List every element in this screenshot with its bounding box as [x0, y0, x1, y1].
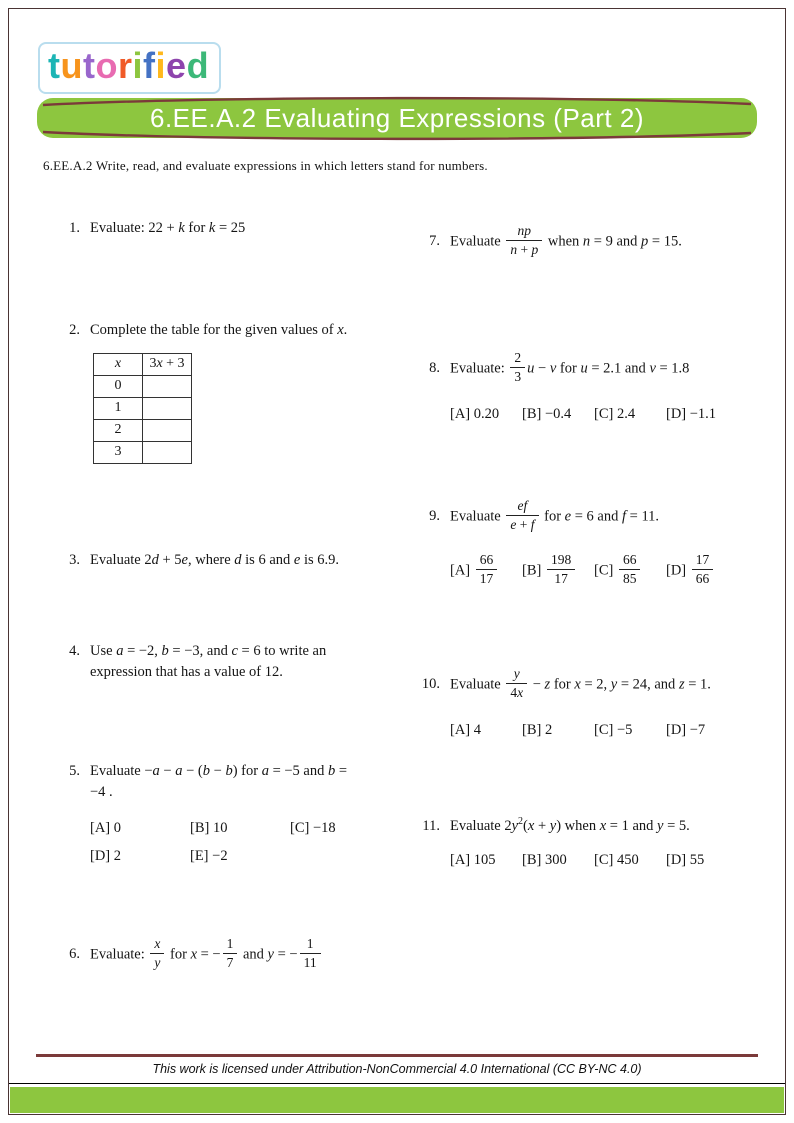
problem-1-number: 1. — [69, 220, 80, 236]
problem-6-number: 6. — [69, 946, 80, 963]
fraction: $\frac{np}{n + p}$ — [506, 223, 542, 257]
logo-letter: t — [83, 45, 96, 86]
fraction: $\frac{1}{11}$ — [300, 936, 321, 970]
license-text: This work is licensed under Attribution-NonCommercial 4.0 International (CC BY-NC 4.0) — [152, 1062, 642, 1076]
table-row — [94, 376, 192, 398]
problem-9-choices — [450, 554, 766, 588]
values-table — [93, 353, 192, 464]
fraction: $\frac{17}{66}$ — [692, 552, 714, 586]
answer-choice: [D] −7 — [666, 722, 706, 739]
problem-1-text: Evaluate: 22 + k for k = 25 — [90, 220, 246, 236]
table-row — [94, 442, 192, 464]
table-header-cell: x — [94, 354, 143, 376]
problem-2-number: 2. — [69, 322, 80, 338]
logo-letter: r — [118, 45, 133, 86]
logo-letter: i — [155, 45, 167, 86]
problem-8-text: Evaluate: $\frac{2}{3}$ u − v for u = 2.1 and v = 1.8 — [450, 350, 690, 384]
problem-4-number: 4. — [69, 643, 80, 659]
table-header-cell: 3x + 3 — [143, 354, 192, 376]
table-answer-cell — [143, 442, 192, 464]
problem-3-text: Evaluate 2d + 5e, where d is 6 and e is 6.9. — [90, 552, 339, 568]
logo-letter: e — [166, 45, 187, 86]
problem-4 — [54, 641, 406, 683]
problem-7 — [414, 225, 766, 259]
answer-choice: [C] 450 — [594, 852, 639, 869]
fraction: $\frac{66}{85}$ — [619, 552, 641, 586]
problem-10-number: 10. — [421, 676, 440, 693]
problem-5 — [54, 761, 406, 867]
answer-choice: [A] 0.20 — [450, 406, 500, 423]
problem-9 — [414, 500, 766, 588]
table-answer-cell — [143, 420, 192, 442]
logo-letter: f — [143, 45, 156, 86]
logo-letter: i — [132, 45, 144, 86]
fraction: $\frac{ef}{e + f}$ — [506, 498, 538, 532]
answer-choice: [B] 300 — [522, 852, 567, 869]
answer-choice: [D] −1.1 — [666, 406, 717, 423]
answer-choice: [B] 2 — [522, 722, 553, 739]
fraction: $\frac{2}{3}$ — [510, 350, 525, 384]
problem-10-text: Evaluate $\frac{y}{4x}$ − z for x = 2, y = 24, and z = 1. — [450, 666, 711, 700]
answer-choice: [A] 0 — [90, 820, 122, 837]
standard-description: 6.EE.A.2 Write, read, and evaluate expressions in which letters stand for numbers. — [43, 158, 488, 173]
problem-4-text: Use a = −2, b = −3, and c = 6 to write an expression that has a value of 12. — [90, 643, 327, 681]
table-x-value: 1 — [94, 398, 143, 420]
fraction: $\frac{66}{17}$ — [476, 552, 498, 586]
table-answer-cell — [143, 376, 192, 398]
fraction: $\frac{y}{4x}$ — [506, 666, 527, 700]
answer-choice: [B] $\frac{198}{17}$ — [522, 554, 584, 588]
table-row — [94, 420, 192, 442]
table-answer-cell — [143, 398, 192, 420]
problem-11 — [414, 816, 766, 871]
problem-5-number: 5. — [69, 763, 80, 779]
problem-3-number: 3. — [69, 552, 80, 568]
problem-8 — [414, 352, 766, 425]
problem-5-choices-row-1 — [90, 818, 406, 839]
logo-letter: o — [95, 45, 118, 86]
answer-choice: [C] 2.4 — [594, 406, 636, 423]
answer-choice: [A] $\frac{66}{17}$ — [450, 554, 512, 588]
problem-11-number: 11. — [422, 818, 440, 834]
answer-choice: [C] −5 — [594, 722, 633, 739]
problem-5-choices-row-2 — [90, 846, 406, 867]
problem-2-text: Complete the table for the given values of x. — [90, 322, 348, 338]
problem-8-choices — [450, 404, 766, 425]
answer-choice: [C] $\frac{66}{85}$ — [594, 554, 656, 588]
answer-choice: [C] −18 — [290, 820, 336, 837]
answer-choice: [A] 4 — [450, 722, 482, 739]
problem-10-choices — [450, 720, 766, 741]
problem-7-text: Evaluate $\frac{np}{n + p}$ when n = 9 and p = 15. — [450, 223, 682, 257]
problem-11-text: Evaluate $2y^2(x + y)$ when x = 1 and y = 5. — [450, 816, 690, 834]
table-row — [94, 398, 192, 420]
problem-1 — [54, 218, 406, 239]
fraction: $\frac{1}{7}$ — [223, 936, 238, 970]
answer-choice: [D] $\frac{17}{66}$ — [666, 554, 728, 588]
answer-choice: [B] −0.4 — [522, 406, 572, 423]
problem-11-choices — [450, 850, 766, 871]
footer-maroon-rule — [36, 1054, 758, 1057]
fraction: $\frac{x}{y}$ — [150, 936, 164, 970]
table-x-value: 2 — [94, 420, 143, 442]
problem-3 — [54, 550, 406, 571]
fraction: $\frac{198}{17}$ — [547, 552, 575, 586]
problem-6-text: Evaluate: $\frac{x}{y}$ for x = − $\frac{1}{7}$ and y = − $\frac{1}{11}$ — [90, 938, 406, 972]
page-title: 6.EE.A.2 Evaluating Expressions (Part 2) — [149, 103, 644, 133]
logo-letter: u — [60, 45, 83, 86]
logo-letter: t — [48, 45, 61, 86]
table-x-value: 0 — [94, 376, 143, 398]
footer-black-rule — [9, 1083, 785, 1084]
problem-9-number: 9. — [429, 508, 440, 525]
answer-choice: [D] 2 — [90, 848, 122, 865]
answer-choice: [A] 105 — [450, 852, 496, 869]
title-banner — [37, 94, 757, 142]
answer-choice: [B] 10 — [190, 820, 228, 837]
answer-choice: [D] 55 — [666, 852, 705, 869]
problem-8-number: 8. — [429, 360, 440, 377]
tutorified-logo — [38, 42, 221, 94]
problem-10 — [414, 668, 766, 741]
logo-text — [48, 45, 209, 86]
problem-5-text: Evaluate −a − a − (b − b) for a = −5 and b = −4 . — [90, 763, 348, 801]
logo-letter: d — [186, 45, 210, 86]
problem-6 — [54, 938, 406, 972]
answer-choice: [E] −2 — [190, 848, 228, 865]
footer-green-bar — [10, 1087, 784, 1113]
table-x-value: 3 — [94, 442, 143, 464]
problem-9-text: Evaluate $\frac{ef}{e + f}$ for e = 6 and f = 11. — [450, 498, 660, 532]
problem-2 — [54, 320, 406, 464]
problem-7-number: 7. — [429, 233, 440, 250]
